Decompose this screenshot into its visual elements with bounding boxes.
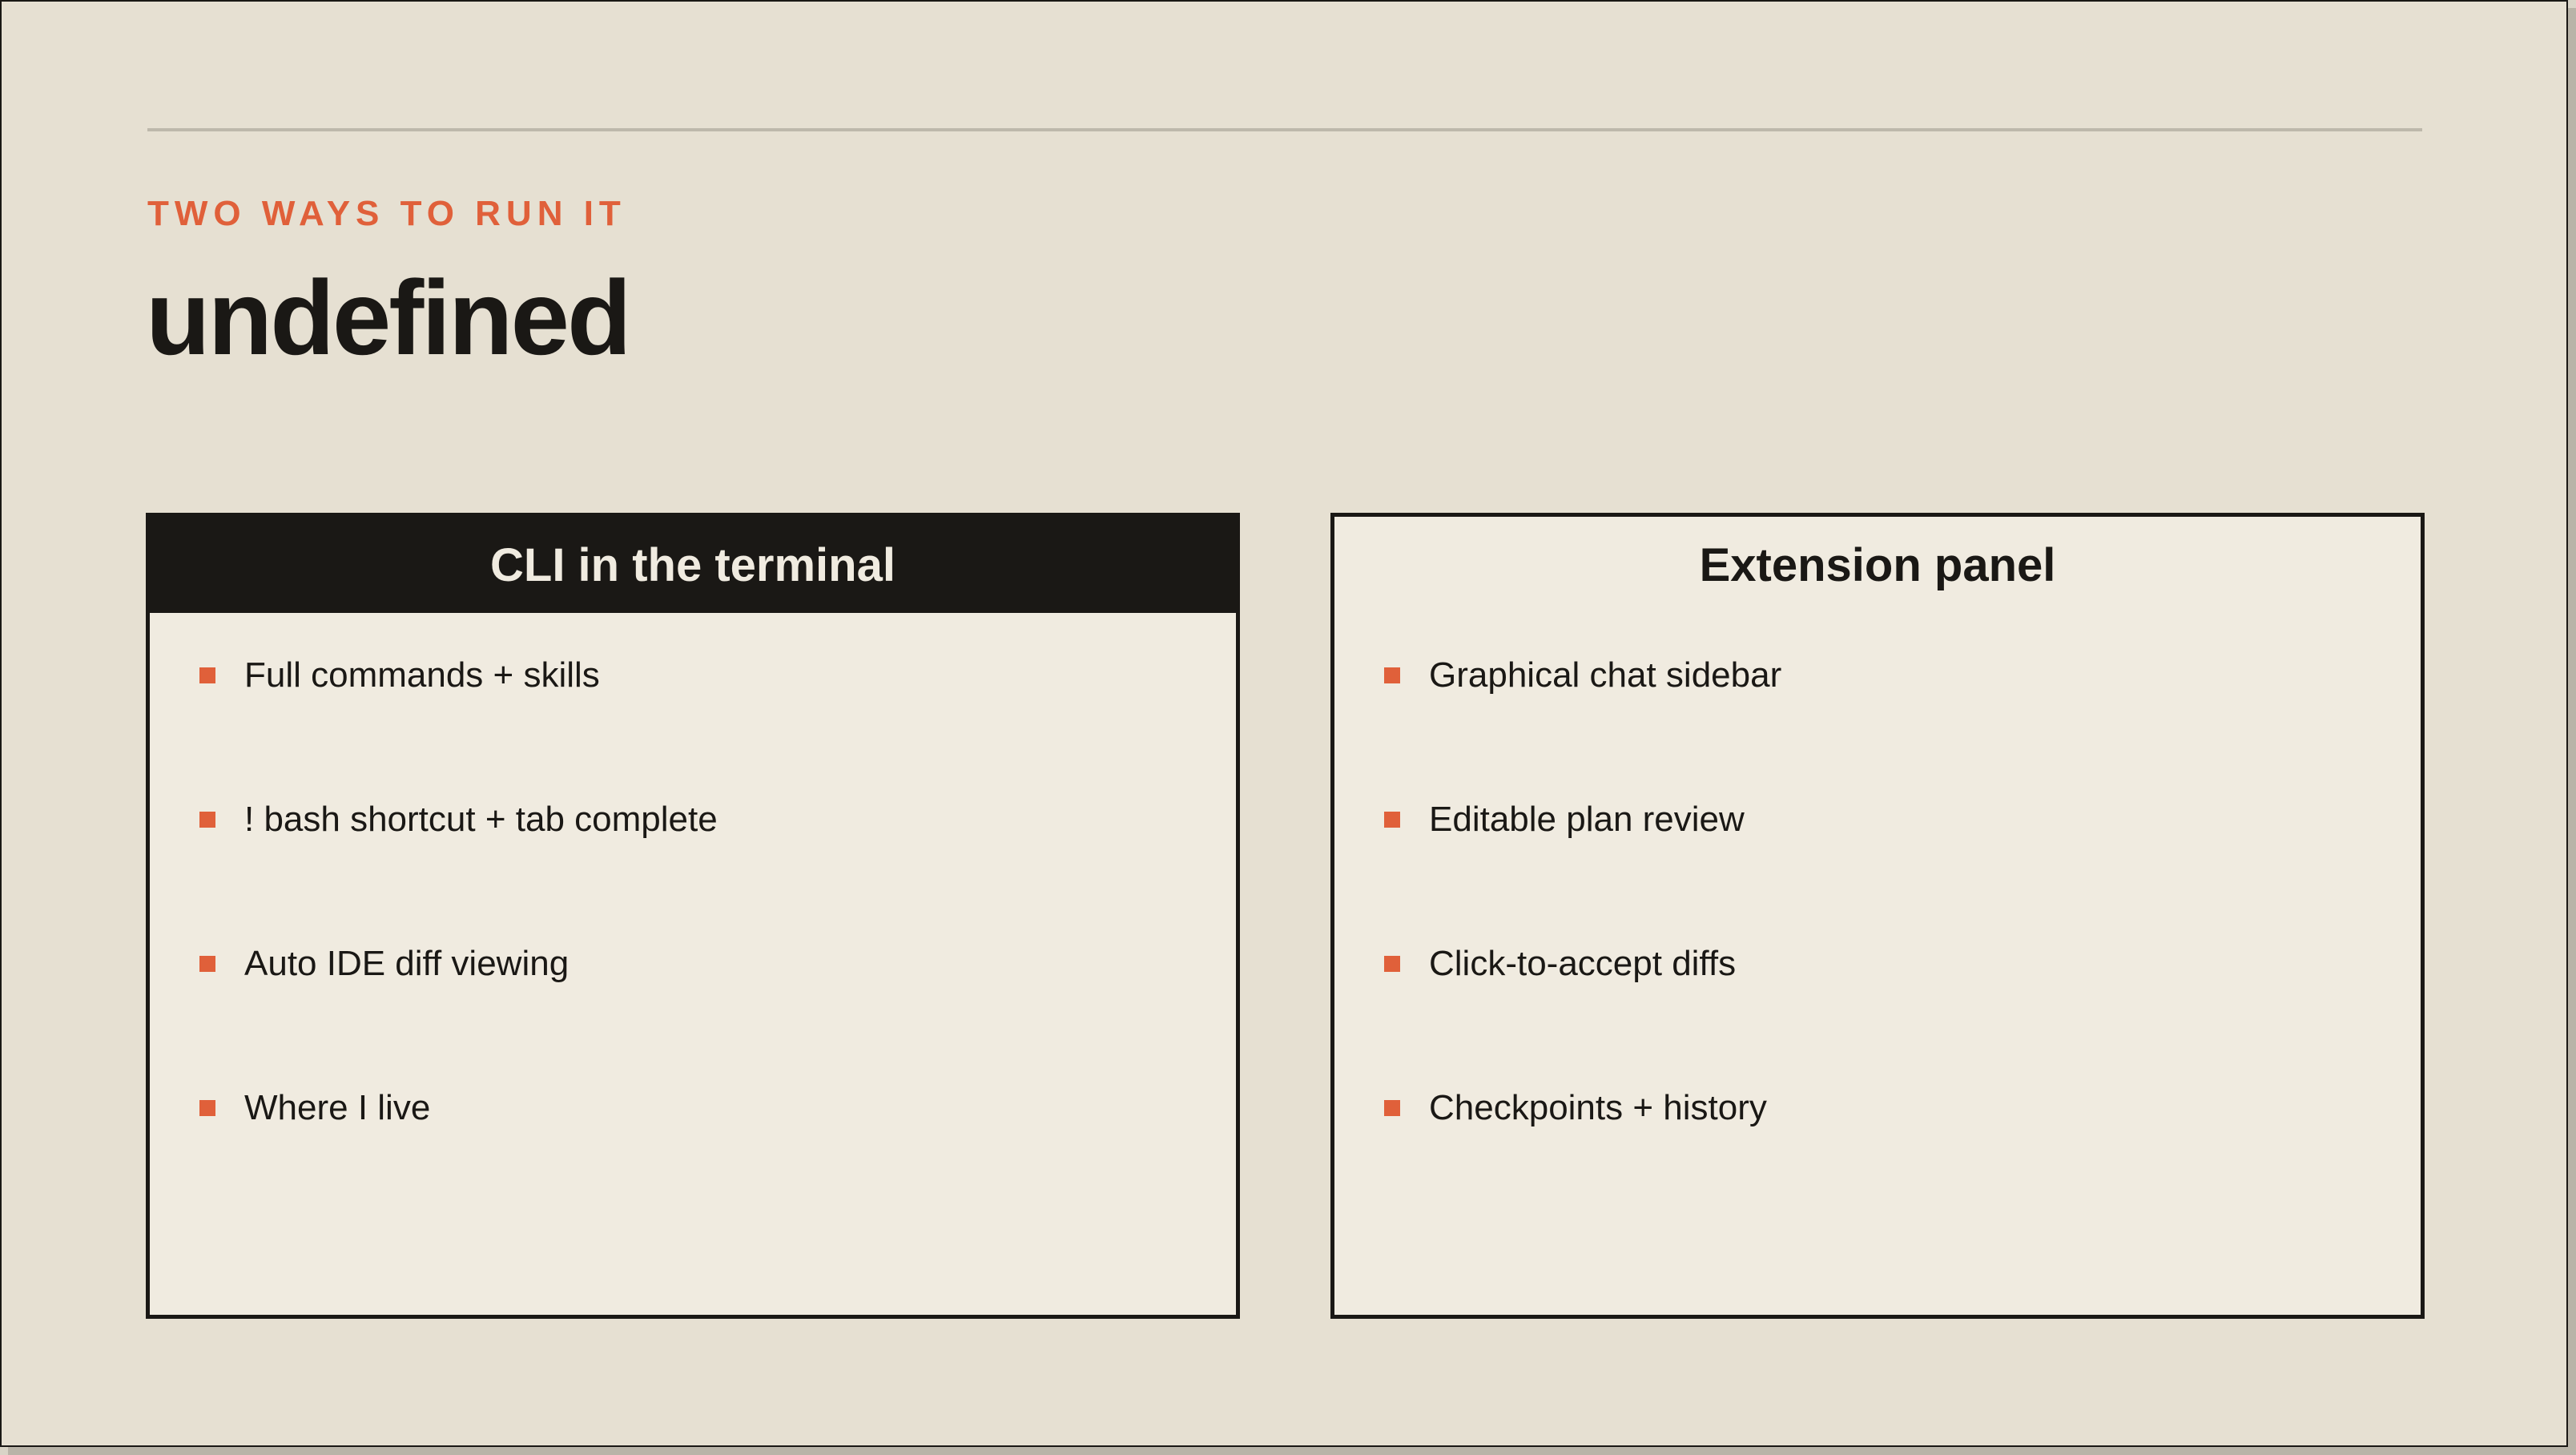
list-item [199, 1086, 1204, 1230]
square-bullet-icon [199, 1100, 215, 1116]
square-bullet-icon [1384, 956, 1400, 972]
list-item-text: Checkpoints + history [1429, 1088, 1767, 1127]
list-item-text: Editable plan review [1429, 800, 1745, 839]
list-item-text: Graphical chat sidebar [1429, 655, 1782, 695]
cli-card [146, 513, 1240, 1319]
cli-card-title: CLI in the terminal [150, 517, 1236, 613]
extension-feature-list [1384, 653, 2389, 1230]
list-item [1384, 941, 2389, 1086]
square-bullet-icon [1384, 667, 1400, 683]
eyebrow-label: TWO WAYS TO RUN IT [147, 194, 626, 233]
extension-card [1330, 513, 2425, 1319]
square-bullet-icon [199, 812, 215, 828]
list-item-text: Full commands + skills [244, 655, 600, 695]
list-item-text: ! bash shortcut + tab complete [244, 800, 718, 839]
list-item [199, 941, 1204, 1086]
slide-title: undefined [146, 259, 630, 377]
list-item-text: Click-to-accept diffs [1429, 944, 1737, 983]
square-bullet-icon [1384, 1100, 1400, 1116]
list-item [199, 653, 1204, 797]
list-item-text: Auto IDE diff viewing [244, 944, 570, 983]
list-item [199, 797, 1204, 941]
extension-card-title: Extension panel [1699, 538, 2056, 591]
square-bullet-icon [199, 956, 215, 972]
list-item [1384, 797, 2389, 941]
square-bullet-icon [199, 667, 215, 683]
square-bullet-icon [1384, 812, 1400, 828]
top-divider [147, 128, 2422, 131]
cli-feature-list [199, 653, 1204, 1230]
list-item [1384, 653, 2389, 797]
list-item-text: Where I live [244, 1088, 431, 1127]
list-item [1384, 1086, 2389, 1230]
